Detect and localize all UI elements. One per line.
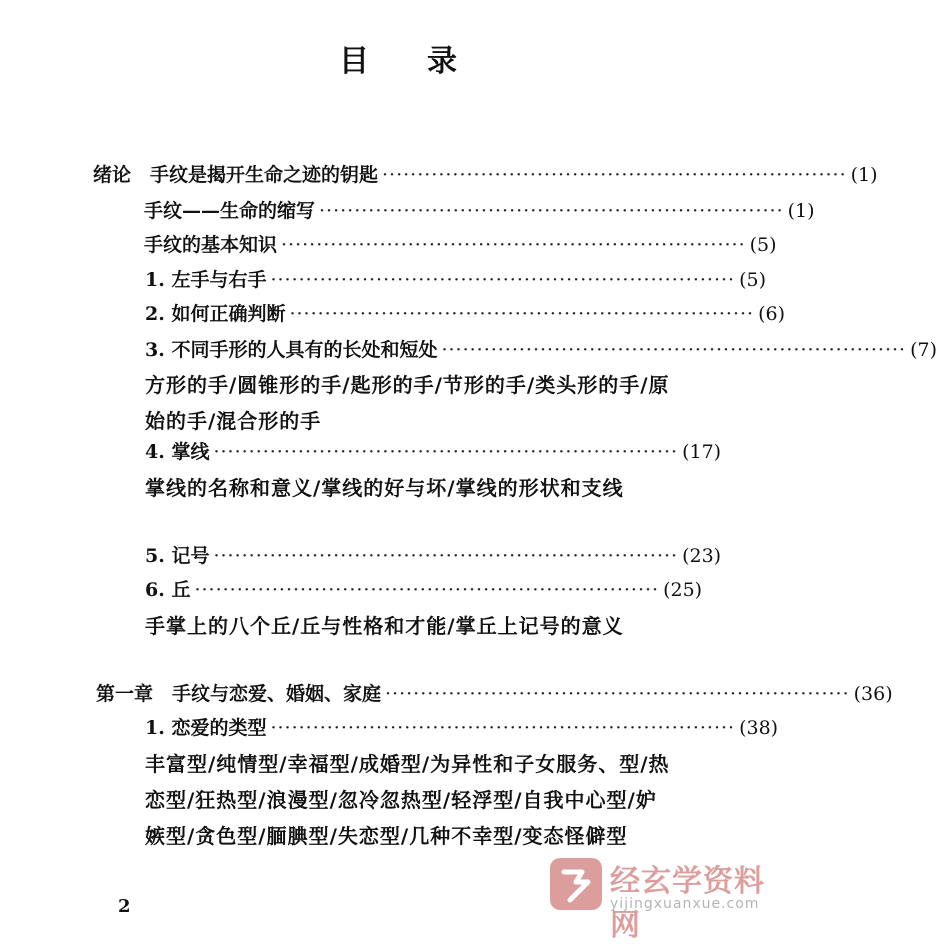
leader-dots: ·································································· [441, 339, 907, 361]
toc-description: 方形的手/圆锥形的手/匙形的手/节形的手/类头形的手/原始的手/混合形的手 [145, 373, 670, 433]
toc-entry-palm-lines [145, 440, 722, 464]
leader-dots: ·································································· [385, 683, 850, 705]
toc-entry-page: (36) [853, 683, 893, 705]
toc-entry-page: (23) [682, 545, 722, 567]
toc-entry-label: 绪论 手纹是揭开生命之迹的钥匙 [93, 164, 379, 186]
toc-entry-page: (38) [739, 717, 779, 739]
toc-entry-love-types [145, 716, 779, 740]
seal-logo-icon [548, 856, 604, 912]
toc-entry-page: (5) [739, 269, 766, 291]
page-title: 目录 [339, 44, 515, 79]
toc-description: 掌线的名称和意义/掌线的好与坏/掌线的形状和支线 [145, 476, 624, 500]
leader-dots: ·································································· [213, 441, 679, 463]
leader-dots: ·································································· [270, 269, 736, 291]
toc-entry-page: (17) [682, 441, 722, 463]
watermark-url: yijingxuanxue.com [610, 896, 760, 912]
leader-dots: ·································································· [319, 200, 784, 222]
watermark [548, 852, 788, 943]
toc-entry-page: (1) [850, 164, 878, 186]
leader-dots: ·································································· [281, 234, 746, 256]
toc-entry-basic-knowledge [142, 233, 777, 257]
toc-description: 丰富型/纯情型/幸福型/成婚型/为异性和子女服务、型/热恋型/狂热型/浪漫型/忽冷忽热型/轻浮型/自我中心型/妒嫉型/贪色型/腼腆型/失恋型/几种不幸型/变态怪僻型 [145, 752, 670, 848]
toc-entry-mounts [145, 578, 703, 602]
leader-dots: ·································································· [213, 545, 679, 567]
page-number: 2 [118, 896, 131, 917]
toc-entry-label: 3. 不同手形的人具有的长处和短处 [145, 339, 438, 361]
toc-entry-chapter-one [96, 682, 893, 706]
toc-entry-label: 手纹的基本知识 [144, 234, 278, 256]
toc-entry-label: 2. 如何正确判断 [145, 303, 286, 325]
leader-dots: ·································································· [194, 579, 660, 601]
toc-entry-label: 1. 恋爱的类型 [145, 717, 267, 739]
toc-entry-left-right-hand [145, 268, 766, 292]
toc-entry-page: (25) [663, 579, 703, 601]
toc-entry-label: 5. 记号 [145, 545, 210, 567]
leader-dots: ·································································· [382, 164, 847, 186]
toc-entry-marks [145, 544, 722, 568]
toc-entry-introduction [93, 163, 878, 187]
toc-entry-label: 4. 掌线 [145, 441, 210, 463]
toc-description: 手掌上的八个丘/丘与性格和才能/掌丘上记号的意义 [145, 614, 624, 638]
toc-entry-label: 6. 丘 [145, 579, 191, 601]
toc-entry-hand-shapes [145, 338, 937, 362]
toc-entry-label: 手纹——生命的缩写 [144, 200, 316, 222]
watermark-name: 经玄学资料网 [610, 864, 765, 943]
toc-entry-life-abbreviation [142, 199, 815, 223]
toc-entry-page: (6) [758, 303, 785, 325]
toc-entry-page: (1) [787, 200, 815, 222]
toc-entry-page: (7) [910, 339, 937, 361]
leader-dots: ·································································· [270, 717, 736, 739]
toc-entry-page: (5) [749, 234, 777, 256]
leader-dots: ·································································· [289, 303, 755, 325]
toc-entry-label: 1. 左手与右手 [145, 269, 267, 291]
toc-entry-judgement [145, 302, 785, 326]
toc-entry-label: 第一章 手纹与恋爱、婚姻、家庭 [96, 683, 382, 705]
